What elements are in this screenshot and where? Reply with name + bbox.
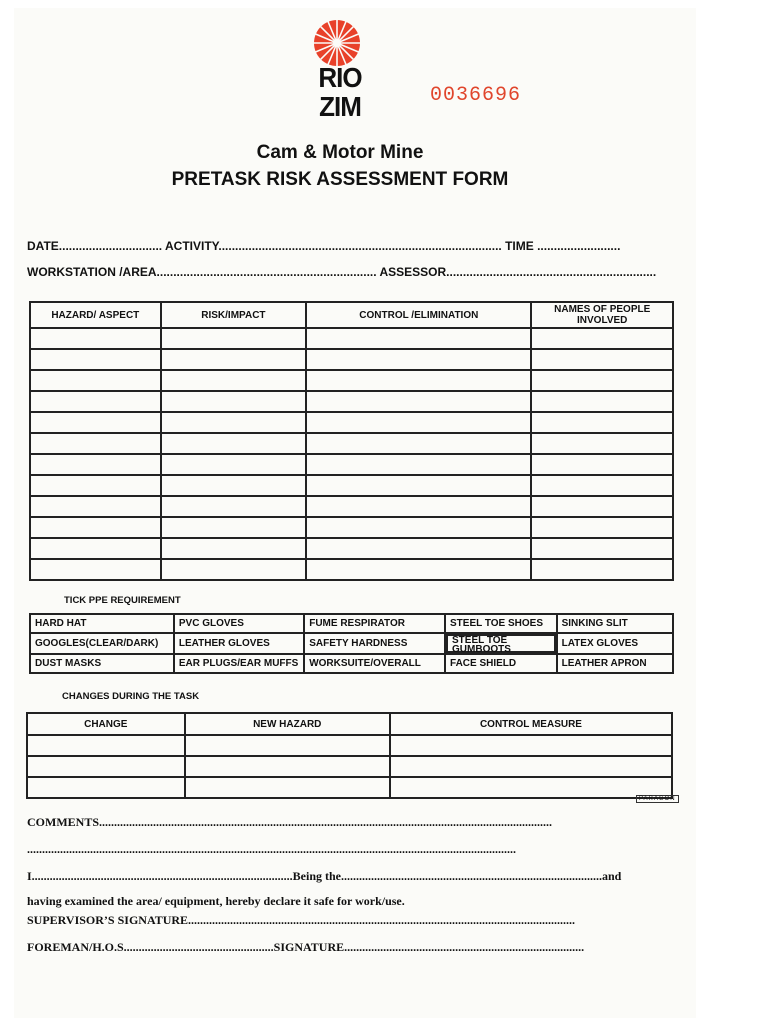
hazard-cell[interactable] — [531, 454, 673, 475]
hazard-cell[interactable] — [30, 412, 161, 433]
hazard-cell[interactable] — [161, 349, 307, 370]
change-cell[interactable] — [27, 777, 185, 798]
change-row — [27, 756, 672, 777]
change-cell[interactable] — [185, 777, 390, 798]
hazard-cell[interactable] — [531, 349, 673, 370]
change-cell[interactable] — [185, 756, 390, 777]
serial-number: 0036696 — [430, 84, 522, 107]
col-control-elimination: CONTROL /ELIMINATION — [306, 302, 531, 328]
printer-mark: PARAGON — [636, 795, 679, 803]
hazard-cell[interactable] — [30, 433, 161, 454]
hazard-row — [30, 454, 673, 475]
hazard-row — [30, 328, 673, 349]
change-cell[interactable] — [27, 756, 185, 777]
mine-name: Cam & Motor Mine — [256, 142, 424, 163]
logo-line-2: ZIM — [319, 90, 361, 123]
hazard-row — [30, 559, 673, 580]
hazard-cell[interactable] — [161, 538, 307, 559]
ppe-option[interactable]: EAR PLUGS/EAR MUFFS — [174, 654, 304, 673]
ppe-option[interactable]: LEATHER GLOVES — [174, 633, 304, 654]
hazard-cell[interactable] — [30, 496, 161, 517]
hazard-cell[interactable] — [531, 538, 673, 559]
declaration-line[interactable]: I.......................................................................................Being the.......................................................................................and — [27, 869, 622, 883]
change-cell[interactable] — [27, 735, 185, 756]
hazard-header-row — [30, 302, 673, 328]
hazard-cell[interactable] — [531, 370, 673, 391]
ppe-option[interactable]: LEATHER APRON — [557, 654, 673, 673]
hazard-cell[interactable] — [531, 475, 673, 496]
hazard-table — [29, 301, 674, 581]
hazard-cell[interactable] — [306, 559, 531, 580]
hazard-cell[interactable] — [161, 328, 307, 349]
ppe-row — [30, 614, 673, 633]
hazard-cell[interactable] — [161, 391, 307, 412]
hazard-cell[interactable] — [306, 349, 531, 370]
col-risk-impact: RISK/IMPACT — [161, 302, 307, 328]
changes-heading: CHANGES DURING THE TASK — [62, 691, 200, 702]
hazard-cell[interactable] — [531, 391, 673, 412]
supervisor-signature-line[interactable]: SUPERVISOR’S SIGNATURE................................................................................................................................. — [27, 913, 576, 927]
hazard-cell[interactable] — [306, 412, 531, 433]
hazard-cell[interactable] — [306, 517, 531, 538]
comments-line-2[interactable]: ................................................................................................................................................................... — [27, 842, 516, 856]
hazard-cell[interactable] — [161, 412, 307, 433]
ppe-row — [30, 654, 673, 673]
ppe-heading: TICK PPE REQUIREMENT — [64, 595, 181, 606]
hazard-cell[interactable] — [30, 454, 161, 475]
changes-header-row — [27, 713, 672, 735]
comments-line[interactable]: COMMENTS....................................................................................................................................................... — [27, 815, 552, 829]
hazard-row — [30, 370, 673, 391]
foreman-signature-line[interactable]: FOREMAN/H.O.S..................................................SIGNATURE................................................................................ — [27, 940, 585, 954]
hazard-cell[interactable] — [161, 496, 307, 517]
hazard-cell[interactable] — [306, 433, 531, 454]
hazard-cell[interactable] — [306, 370, 531, 391]
ppe-option[interactable]: SINKING SLIT — [557, 614, 673, 633]
ppe-option[interactable]: GOOGLES(CLEAR/DARK) — [30, 633, 174, 654]
change-cell[interactable] — [390, 735, 672, 756]
hazard-cell[interactable] — [531, 517, 673, 538]
declaration-text: having examined the area/ equipment, hereby declare it safe for work/use. — [27, 894, 405, 908]
ppe-option[interactable]: HARD HAT — [30, 614, 174, 633]
hazard-row — [30, 412, 673, 433]
hazard-cell[interactable] — [161, 433, 307, 454]
hazard-cell[interactable] — [30, 538, 161, 559]
ppe-option[interactable]: PVC GLOVES — [174, 614, 304, 633]
col-hazard-aspect: HAZARD/ ASPECT — [30, 302, 161, 328]
hazard-cell[interactable] — [306, 328, 531, 349]
ppe-option[interactable]: FUME RESPIRATOR — [304, 614, 445, 633]
col-new-hazard: NEW HAZARD — [185, 713, 390, 735]
hazard-cell[interactable] — [306, 538, 531, 559]
col-control-measure: CONTROL MEASURE — [390, 713, 672, 735]
hazard-cell[interactable] — [30, 349, 161, 370]
change-row — [27, 777, 672, 798]
hazard-cell[interactable] — [306, 475, 531, 496]
ppe-option[interactable]: FACE SHIELD — [445, 654, 557, 673]
hazard-cell[interactable] — [531, 496, 673, 517]
hazard-cell[interactable] — [30, 559, 161, 580]
date-activity-time-line[interactable]: DATE............................... ACTIVITY..................................................................................... TIME ......................... — [27, 239, 621, 253]
hazard-cell[interactable] — [161, 475, 307, 496]
hazard-cell[interactable] — [306, 454, 531, 475]
sun-logo-icon — [312, 20, 362, 66]
hazard-cell[interactable] — [161, 559, 307, 580]
hazard-cell[interactable] — [30, 391, 161, 412]
ppe-option[interactable]: LATEX GLOVES — [557, 633, 673, 654]
ppe-row — [30, 633, 673, 654]
hazard-row — [30, 349, 673, 370]
company-logo — [303, 63, 377, 122]
hazard-cell[interactable] — [531, 328, 673, 349]
hazard-row — [30, 475, 673, 496]
change-cell[interactable] — [390, 777, 672, 798]
ppe-table — [29, 613, 674, 674]
hazard-cell[interactable] — [30, 370, 161, 391]
hazard-cell[interactable] — [30, 328, 161, 349]
hazard-cell[interactable] — [161, 370, 307, 391]
ppe-option[interactable]: WORKSUITE/OVERALL — [304, 654, 445, 673]
change-row — [27, 735, 672, 756]
ppe-option[interactable]: SAFETY HARDNESS — [304, 633, 445, 654]
hazard-cell[interactable] — [161, 517, 307, 538]
ppe-option[interactable]: STEEL TOE GUMBOOTS — [446, 634, 556, 653]
hazard-row — [30, 517, 673, 538]
workstation-assessor-line[interactable]: WORKSTATION /AREA.................................................................. ASSESSOR............................................................... — [27, 265, 657, 279]
hazard-cell[interactable] — [531, 559, 673, 580]
change-cell[interactable] — [390, 756, 672, 777]
hazard-row — [30, 538, 673, 559]
hazard-cell[interactable] — [306, 391, 531, 412]
col-change: CHANGE — [27, 713, 185, 735]
hazard-cell[interactable] — [306, 496, 531, 517]
hazard-cell[interactable] — [531, 433, 673, 454]
hazard-cell[interactable] — [30, 517, 161, 538]
hazard-row — [30, 433, 673, 454]
change-cell[interactable] — [185, 735, 390, 756]
hazard-cell[interactable] — [161, 454, 307, 475]
hazard-row — [30, 391, 673, 412]
logo-line-1: RIO — [318, 61, 362, 94]
hazard-cell[interactable] — [531, 412, 673, 433]
col-names-of-people: NAMES OF PEOPLE INVOLVED — [531, 302, 673, 328]
changes-table — [26, 712, 673, 799]
ppe-option[interactable]: STEEL TOE SHOES — [445, 614, 557, 633]
hazard-row — [30, 496, 673, 517]
ppe-option[interactable]: DUST MASKS — [30, 654, 174, 673]
hazard-cell[interactable] — [30, 475, 161, 496]
form-title: PRETASK RISK ASSESSMENT FORM — [171, 169, 509, 190]
